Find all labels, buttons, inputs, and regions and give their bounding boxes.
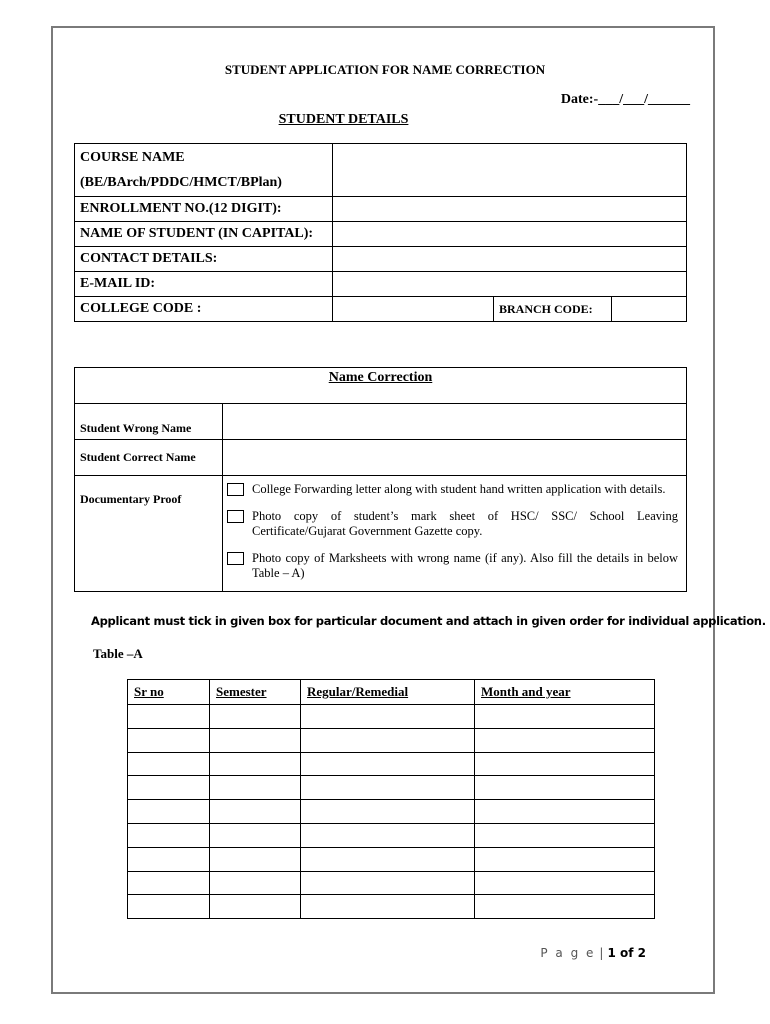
table-cell[interactable] xyxy=(128,728,210,752)
table-cell[interactable] xyxy=(475,728,655,752)
table-cell[interactable] xyxy=(301,823,475,847)
table-row xyxy=(128,800,655,824)
table-cell[interactable] xyxy=(128,823,210,847)
enrollment-label: ENROLLMENT NO.(12 DIGIT): xyxy=(75,197,333,222)
table-cell[interactable] xyxy=(301,871,475,895)
table-cell[interactable] xyxy=(301,847,475,871)
table-cell[interactable] xyxy=(210,728,301,752)
table-cell[interactable] xyxy=(301,800,475,824)
page-number: 1 of 2 xyxy=(607,946,646,960)
table-cell[interactable] xyxy=(475,705,655,729)
course-name-label: COURSE NAME (BE/BArch/PDDC/HMCT/BPlan) xyxy=(75,144,333,197)
instruction-note: Applicant must tick in given box for particular document and attach in given order for individual application. xyxy=(91,614,766,628)
name-correction-heading: Name Correction xyxy=(75,368,687,404)
proof-option[interactable]: Photo copy of student’s mark sheet of HSC/ SSC/ School Leaving Certificate/Gujarat Government Gazette copy. xyxy=(227,509,678,539)
date-field[interactable]: Date:-___/___/______ xyxy=(560,92,690,107)
table-cell[interactable] xyxy=(301,776,475,800)
table-cell[interactable] xyxy=(301,895,475,919)
table-cell[interactable] xyxy=(210,823,301,847)
branch-code-field[interactable] xyxy=(612,297,687,322)
documentary-proof-options xyxy=(223,476,687,592)
table-header-row xyxy=(128,680,655,705)
table-cell[interactable] xyxy=(475,847,655,871)
student-details-table xyxy=(74,143,687,322)
college-code-field[interactable] xyxy=(333,297,494,322)
table-cell[interactable] xyxy=(475,776,655,800)
table-cell[interactable] xyxy=(475,800,655,824)
table-row xyxy=(128,752,655,776)
table-cell[interactable] xyxy=(128,776,210,800)
checkbox[interactable] xyxy=(227,552,244,565)
table-row xyxy=(128,823,655,847)
table-cell[interactable] xyxy=(301,705,475,729)
table-row xyxy=(128,776,655,800)
checkbox[interactable] xyxy=(227,483,244,496)
table-cell[interactable] xyxy=(128,895,210,919)
proof-option[interactable]: College Forwarding letter along with student hand written application with details. xyxy=(227,482,678,497)
table-cell[interactable] xyxy=(210,847,301,871)
contact-field[interactable] xyxy=(333,247,687,272)
table-cell[interactable] xyxy=(475,895,655,919)
table-cell[interactable] xyxy=(210,800,301,824)
table-cell[interactable] xyxy=(128,871,210,895)
table-cell[interactable] xyxy=(210,871,301,895)
table-a xyxy=(127,679,655,919)
table-cell[interactable] xyxy=(301,728,475,752)
table-cell[interactable] xyxy=(210,752,301,776)
course-name-field[interactable] xyxy=(333,144,687,197)
table-cell[interactable] xyxy=(128,705,210,729)
table-cell[interactable] xyxy=(210,776,301,800)
table-row xyxy=(128,728,655,752)
branch-code-label: BRANCH CODE: xyxy=(494,297,612,322)
table-cell[interactable] xyxy=(475,871,655,895)
document-title: STUDENT APPLICATION FOR NAME CORRECTION xyxy=(224,62,546,77)
table-row xyxy=(128,705,655,729)
header-semester: Semester xyxy=(210,680,301,705)
page-footer xyxy=(540,946,646,960)
student-name-field[interactable] xyxy=(333,222,687,247)
table-cell[interactable] xyxy=(128,847,210,871)
correct-name-label: Student Correct Name xyxy=(75,440,223,476)
table-row xyxy=(128,895,655,919)
wrong-name-label: Student Wrong Name xyxy=(75,404,223,440)
header-sr-no: Sr no xyxy=(128,680,210,705)
name-correction-table xyxy=(74,367,687,592)
checkbox[interactable] xyxy=(227,510,244,523)
table-a-label: Table –A xyxy=(93,646,143,661)
page-word: P a g e xyxy=(540,946,596,960)
documentary-proof-label: Documentary Proof xyxy=(75,476,223,592)
table-row xyxy=(128,871,655,895)
table-cell[interactable] xyxy=(475,823,655,847)
college-code-label: COLLEGE CODE : xyxy=(75,297,333,322)
correct-name-field[interactable] xyxy=(223,440,687,476)
student-details-heading: STUDENT DETAILS xyxy=(278,112,409,127)
table-row xyxy=(128,847,655,871)
wrong-name-field[interactable] xyxy=(223,404,687,440)
contact-label: CONTACT DETAILS: xyxy=(75,247,333,272)
table-cell[interactable] xyxy=(475,752,655,776)
student-name-label: NAME OF STUDENT (IN CAPITAL): xyxy=(75,222,333,247)
email-field[interactable] xyxy=(333,272,687,297)
enrollment-field[interactable] xyxy=(333,197,687,222)
table-cell[interactable] xyxy=(210,895,301,919)
header-month-year: Month and year xyxy=(475,680,655,705)
table-cell[interactable] xyxy=(128,752,210,776)
header-regular-remedial: Regular/Remedial xyxy=(301,680,475,705)
table-cell[interactable] xyxy=(128,800,210,824)
footer-separator: | xyxy=(599,946,604,960)
email-label: E-MAIL ID: xyxy=(75,272,333,297)
table-cell[interactable] xyxy=(301,752,475,776)
table-cell[interactable] xyxy=(210,705,301,729)
proof-option[interactable]: Photo copy of Marksheets with wrong name (if any). Also fill the details in below Table – A) xyxy=(227,551,678,581)
